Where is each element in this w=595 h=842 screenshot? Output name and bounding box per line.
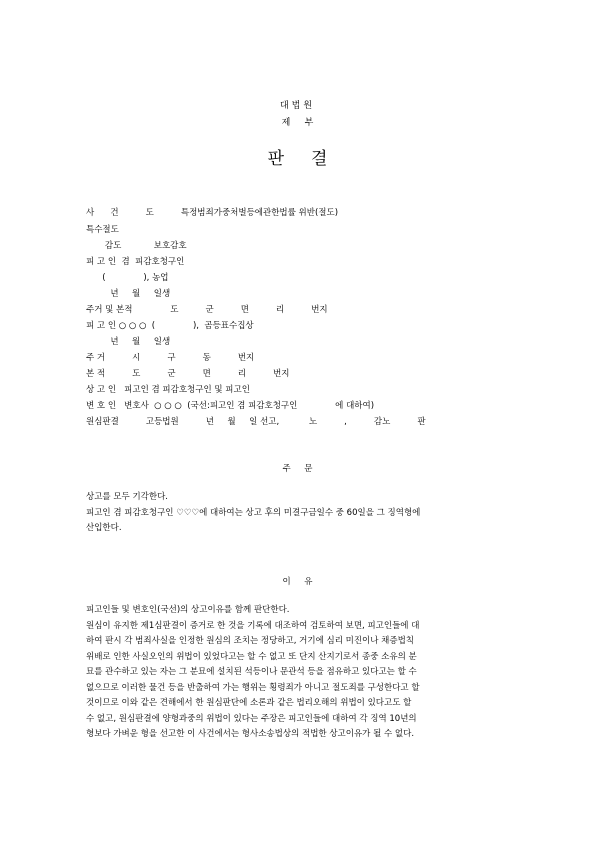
reasons-line: 형보다 가벼운 형을 선고한 이 사건에서는 형사소송법상의 적법한 상고이유가 될 수 없다.	[86, 729, 415, 739]
case-info-line: 상 고 인 피고인 겸 피감호청구인 및 피고인	[86, 385, 250, 395]
case-info-line: 피 고 인 ○ ○ ○ ( ), 곰등표수집상	[86, 321, 254, 331]
case-info-line: 사 건 도 특정범죄가중처벌등에관한법률 위반(절도)	[86, 208, 339, 218]
case-info-line: 피 고 인 겸 피감호청구인	[86, 257, 185, 267]
order-line: 피고인 겸 피감호청구인 ♡♡♡에 대하여는 상고 후의 미결구금일수 중 60일을 그 징역형에	[86, 507, 421, 518]
reasons-line: 위배로 인한 사실오인의 위법이 있었다고는 할 수 없고 또 단지 산지기로서 종중 소유의 분	[86, 651, 417, 662]
order-text	[86, 490, 512, 537]
reasons-line: 것이므로 이와 같은 견해에서 한 원심판단에 소론과 같은 법리오해의 위법이 있다고도 할	[86, 698, 412, 708]
case-info-line: 원심판결 고등법원 년 월 일 선고, 노 , 감노 판	[86, 417, 426, 427]
reasons-heading: 이 유	[282, 577, 313, 587]
order-line: 상고를 모두 기각한다.	[86, 492, 169, 502]
order-line: 산입한다.	[86, 523, 122, 533]
case-info-line: 본 적 도 군 면 리 번지	[86, 369, 290, 379]
reasons-line: 피고인들 및 변호인(국선)의 상고이유를 함께 판단한다.	[86, 605, 290, 615]
case-info-line: 변 호 인 변호사 ○ ○ ○ (국선:피고인 겸 피감호청구인 에 대하여)	[86, 401, 375, 411]
division-label: 제 부	[281, 118, 314, 128]
document-title: 판 결	[267, 149, 328, 169]
court-name: 대법원	[279, 101, 316, 111]
case-info-line: 주거 및 본적 도 군 면 리 번지	[86, 305, 328, 315]
reasons-line: 원심이 유지한 제1심판결이 증거로 한 것을 기록에 대조하여 검토하여 보면, 피고인들에 대	[86, 620, 420, 631]
reasons-line: 수 없고, 원심판결에 양형과중의 위법이 있다는 주장은 피고인들에 대하여 각 징역 10년의	[86, 713, 417, 724]
reasons-text	[86, 603, 512, 743]
case-info-line: 년 월 일생	[86, 289, 171, 299]
case-info-line: 감도 보호감호	[86, 241, 187, 251]
case-info-line: 년 월 일생	[86, 337, 171, 347]
case-info-line: ( ), 농업	[86, 273, 169, 283]
reasons-line: 하여 판시 각 범죄사실을 인정한 원심의 조치는 정당하고, 거기에 심리 미진이나 채증법칙	[86, 636, 415, 646]
case-info-line: 특수절도	[86, 225, 119, 235]
case-info-line: 주 거 시 구 동 번지	[86, 353, 255, 363]
reasons-line: 없으므로 이러한 물건 등을 반출하여 가는 행위는 횡령죄가 아니고 절도죄를 구성한다고 할	[86, 682, 420, 693]
reasons-line: 묘를 관수하고 있는 자는 그 분묘에 설치된 석등이나 문관석 등을 점유하고 있다고는 할 수	[86, 667, 417, 677]
order-heading: 주 문	[282, 464, 313, 474]
